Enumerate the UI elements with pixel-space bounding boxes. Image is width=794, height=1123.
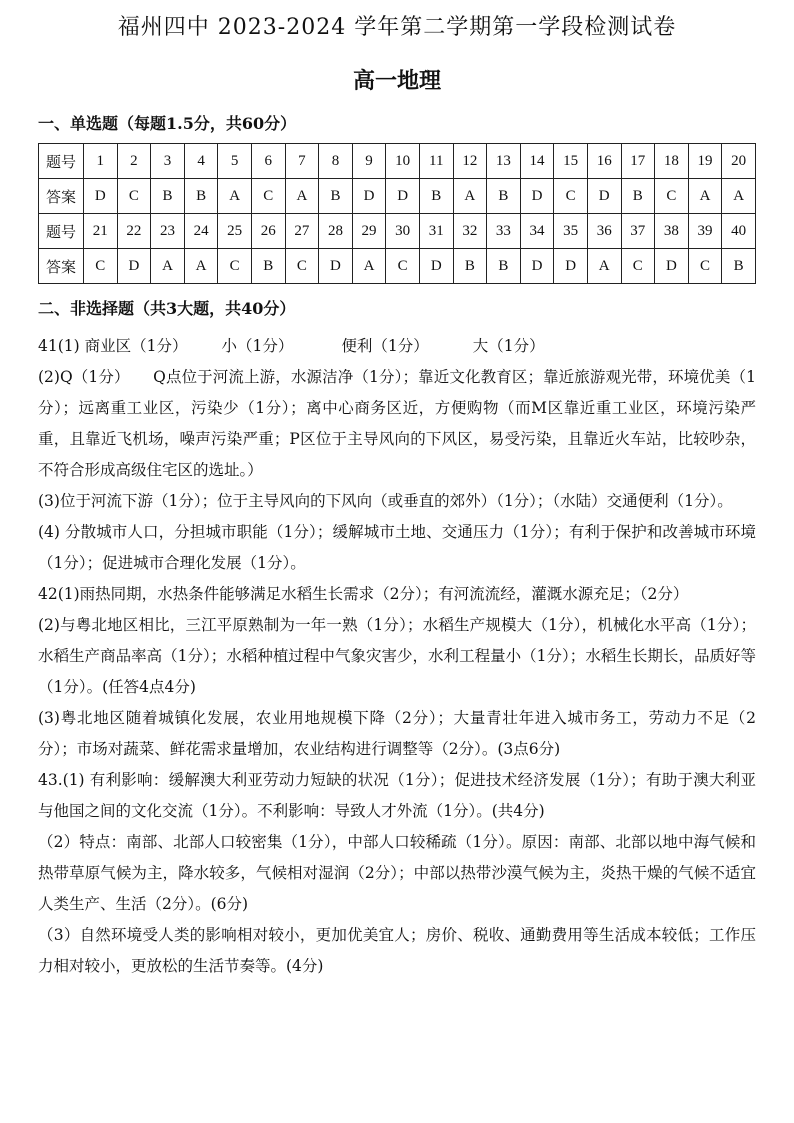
table-cell: 12 (453, 144, 487, 179)
table-row-answers-2 (39, 249, 756, 284)
table-cell: 14 (520, 144, 554, 179)
table-cell: 30 (386, 214, 420, 249)
table-cell: 26 (251, 214, 285, 249)
table-cell: C (285, 249, 319, 284)
table-cell: 6 (251, 144, 285, 179)
q43-part2: （2）特点：南部、北部人口较密集（1分），中部人口较稀疏（1分）。原因：南部、北部以地中海气候和热带草原气候为主，降水较多，气候相对湿润（2分）；中部以热带沙漠气候为主，炎热干燥的气候不适宜人类生产、生活（2分）。(6分) (38, 833, 756, 913)
table-cell: B (184, 179, 218, 214)
table-cell: 22 (117, 214, 151, 249)
page-title: 福州四中 2023-2024 学年第二学期第一学段检测试卷 (117, 15, 677, 40)
row-label-question: 题号 (39, 144, 84, 179)
table-cell: C (655, 179, 689, 214)
table-cell: 10 (386, 144, 420, 179)
table-row-numbers-1 (39, 144, 756, 179)
table-cell: B (251, 249, 285, 284)
table-cell: 18 (655, 144, 689, 179)
table-cell: A (722, 179, 756, 214)
row-label-answer: 答案 (39, 249, 84, 284)
q43-part1: 43.(1) 有利影响：缓解澳大利亚劳动力短缺的状况（1分）；促进技术经济发展（1分）；有助于澳大利亚与他国之间的文化交流（1分）。不利影响：导致人才外流（1分）。(共4分) (38, 771, 756, 820)
table-cell: A (587, 249, 621, 284)
row-label-answer: 答案 (39, 179, 84, 214)
q41-part3: (3)位于河流下游（1分）；位于主导风向的下风向（或垂直的郊外）（1分）；（水陆）交通便利（1分）。 (38, 492, 733, 510)
table-cell: 11 (419, 144, 453, 179)
table-cell: D (117, 249, 151, 284)
table-cell: 20 (722, 144, 756, 179)
table-cell: B (487, 249, 521, 284)
table-cell: A (218, 179, 252, 214)
table-cell: 39 (688, 214, 722, 249)
table-cell: C (688, 249, 722, 284)
table-cell: C (84, 249, 118, 284)
table-cell: 2 (117, 144, 151, 179)
table-cell: 3 (151, 144, 185, 179)
table-cell: 16 (587, 144, 621, 179)
answer-table (38, 143, 756, 284)
table-cell: 36 (587, 214, 621, 249)
table-cell: C (621, 249, 655, 284)
q42-part1: 42(1)雨热同期，水热条件能够满足水稻生长需求（2分）；有河流流经，灌溉水源充足；（2分） (38, 585, 689, 603)
table-cell: D (520, 249, 554, 284)
table-cell: 31 (419, 214, 453, 249)
table-cell: B (487, 179, 521, 214)
table-cell: A (151, 249, 185, 284)
table-cell: D (352, 179, 386, 214)
table-cell: D (319, 249, 353, 284)
q42-part3: (3)粤北地区随着城镇化发展，农业用地规模下降（2分）；大量青壮年进入城市务工，劳动力不足（2分）；市场对蔬菜、鲜花需求量增加，农业结构进行调整等（2分）。(3点6分) (38, 709, 756, 758)
table-cell: 27 (285, 214, 319, 249)
page-subtitle: 高一地理 (352, 68, 441, 94)
table-cell: A (285, 179, 319, 214)
q41-part4: (4) 分散城市人口，分担城市职能（1分）；缓解城市土地、交通压力（1分）；有利于保护和改善城市环境（1分）；促进城市合理化发展（1分）。 (38, 523, 756, 572)
q41-part2: (2)Q（1分） Q点位于河流上游，水源洁净（1分）；靠近文化教育区；靠近旅游观光带，环境优美（1分）；远离重工业区，污染少（1分）；离中心商务区近，方便购物（而M区靠近重工业区，环境污染严重，且靠近飞机场，噪声污染严重；P区位于主导风向的下风区，易受污染，且靠近火车站，比较吵杂，不符合形成高级住宅区的选址。） (38, 368, 756, 479)
table-cell: 33 (487, 214, 521, 249)
table-cell: 38 (655, 214, 689, 249)
table-cell: D (386, 179, 420, 214)
table-cell: D (554, 249, 588, 284)
table-cell: A (352, 249, 386, 284)
table-cell: B (419, 179, 453, 214)
table-cell: D (419, 249, 453, 284)
table-cell: C (386, 249, 420, 284)
table-cell: D (655, 249, 689, 284)
table-cell: 40 (722, 214, 756, 249)
table-cell: 13 (487, 144, 521, 179)
table-cell: 28 (319, 214, 353, 249)
table-cell: 34 (520, 214, 554, 249)
q42-part2: (2)与粤北地区相比，三江平原熟制为一年一熟（1分）；水稻生产规模大（1分），机械化水平高（1分）；水稻生产商品率高（1分）；水稻种植过程中气象灾害少，水利工程量小（1分）；水稻生长期长，品质好等（1分）。(任答4点4分) (38, 616, 756, 696)
table-cell: 5 (218, 144, 252, 179)
q41-1-d: 大（1分） (472, 337, 545, 355)
q43-part3: （3）自然环境受人类的影响相对较小，更加优美宜人；房价、税收、通勤费用等生活成本较低；工作压力相对较小，更放松的生活节奏等。(4分) (38, 926, 756, 975)
table-cell: D (587, 179, 621, 214)
table-row-answers-1 (39, 179, 756, 214)
section-heading-multiple-choice: 一、单选题（每题1.5分，共60分） (38, 114, 297, 133)
table-cell: 21 (84, 214, 118, 249)
table-cell: 4 (184, 144, 218, 179)
table-cell: 17 (621, 144, 655, 179)
table-cell: 19 (688, 144, 722, 179)
table-cell: C (117, 179, 151, 214)
table-cell: B (453, 249, 487, 284)
table-cell: 8 (319, 144, 353, 179)
table-cell: 32 (453, 214, 487, 249)
table-cell: 24 (184, 214, 218, 249)
table-cell: C (251, 179, 285, 214)
table-cell: D (84, 179, 118, 214)
table-cell: 25 (218, 214, 252, 249)
table-cell: A (688, 179, 722, 214)
table-cell: B (621, 179, 655, 214)
table-cell: 23 (151, 214, 185, 249)
table-cell: 15 (554, 144, 588, 179)
table-cell: B (151, 179, 185, 214)
q41-1-b: 小（1分） (221, 337, 294, 355)
table-cell: 29 (352, 214, 386, 249)
q41-1-c: 便利（1分） (341, 337, 429, 355)
q41-1-a: 41(1) 商业区（1分） (38, 337, 188, 355)
section-heading-non-choice: 二、非选择题（共3大题，共40分） (38, 299, 296, 318)
table-cell: A (453, 179, 487, 214)
table-cell: 7 (285, 144, 319, 179)
table-cell: 1 (84, 144, 118, 179)
table-cell: 37 (621, 214, 655, 249)
q41-part1 (38, 331, 756, 362)
table-row-numbers-2 (39, 214, 756, 249)
answers-body (38, 331, 756, 982)
table-cell: B (319, 179, 353, 214)
row-label-question: 题号 (39, 214, 84, 249)
table-cell: 9 (352, 144, 386, 179)
table-cell: C (554, 179, 588, 214)
table-cell: A (184, 249, 218, 284)
table-cell: B (722, 249, 756, 284)
table-cell: C (218, 249, 252, 284)
table-cell: D (520, 179, 554, 214)
table-cell: 35 (554, 214, 588, 249)
